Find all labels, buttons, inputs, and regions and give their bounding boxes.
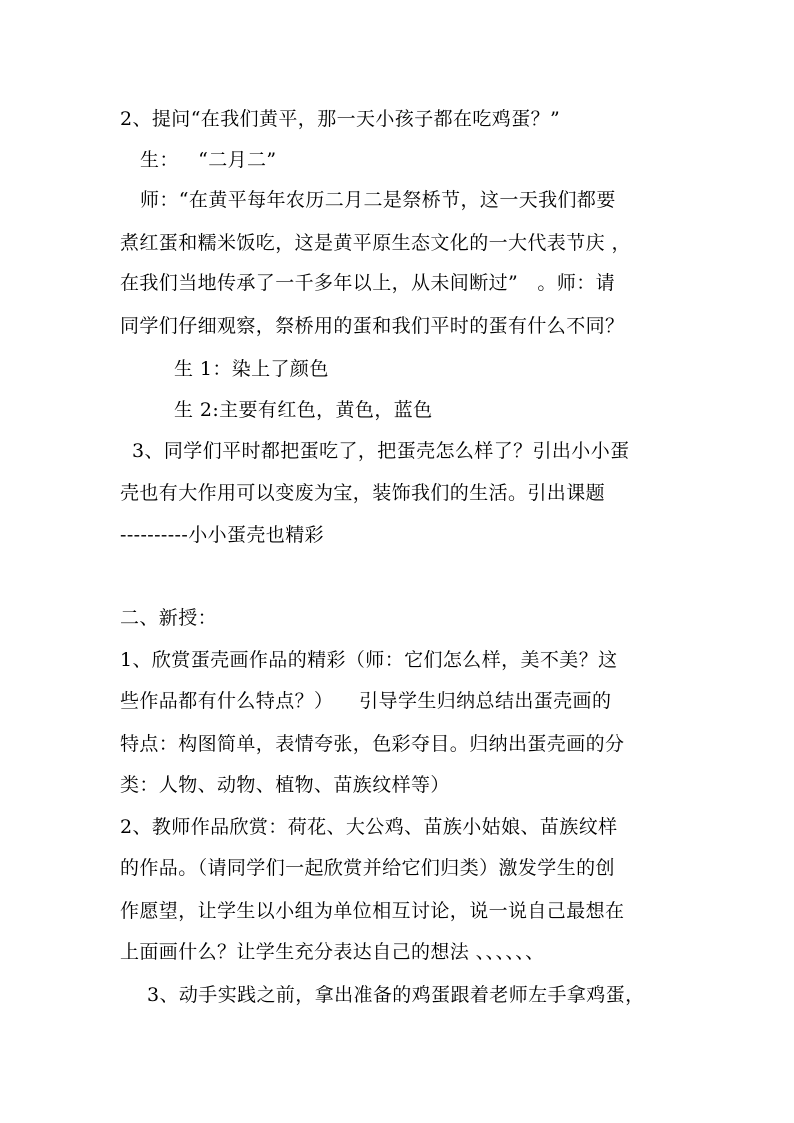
text-line: ----------小小蛋壳也精彩 — [120, 524, 324, 546]
text-line: 生 2:主要有红色，黄色，蓝色 — [174, 399, 433, 421]
text-line: 类：人物、动物、植物、苗族纹样等） — [120, 774, 450, 796]
text-line: 3、同学们平时都把蛋吃了，把蛋壳怎么样了？引出小小蛋 — [132, 440, 630, 462]
text-line: 些作品都有什么特点？） 引导学生归纳总结出蛋壳画的 — [120, 690, 612, 712]
text-line: 壳也有大作用可以变废为宝，装饰我们的生活。引出课题 — [120, 482, 606, 504]
text-line: 2、教师作品欣赏：荷花、大公鸡、苗族小姑娘、苗族纹样 — [120, 816, 618, 838]
section-heading: 二、新授： — [120, 607, 218, 629]
text-line: 作愿望，让学生以小组为单位相互讨论，说一说自己最想在 — [120, 900, 625, 922]
text-line: 上面画什么？让学生充分表达自己的想法 、、、、、、 — [120, 941, 545, 963]
text-line: 的作品。（请同学们一起欣赏并给它们归类）激发学生的创 — [120, 857, 615, 879]
text-line: 2、提问“在我们黄平，那一天小孩子都在吃鸡蛋？” — [120, 108, 561, 130]
text-line: 3、动手实践之前，拿出准备的鸡蛋跟着老师左手拿鸡蛋， — [147, 984, 645, 1006]
text-line: 1、欣赏蛋壳画作品的精彩（师：它们怎么样，美不美？这 — [120, 649, 618, 671]
text-line: 生 1：染上了颜色 — [174, 358, 329, 380]
text-line: 师：“在黄平每年农历二月二是祭桥节，这一天我们都要 — [140, 189, 616, 211]
text-line: 特点：构图简单，表情夸张，色彩夺目。归纳出蛋壳画的分 — [120, 733, 625, 755]
text-line: 生： “二月二” — [140, 149, 277, 171]
text-line: 同学们仔细观察，祭桥用的蛋和我们平时的蛋有什么不同？ — [120, 315, 625, 337]
text-line: 煮红蛋和糯米饭吃，这是黄平原生态文化的一大代表节庆 ， — [120, 232, 631, 254]
text-line: 在我们当地传承了一千多年以上，从未间断过” 。师：请 — [120, 272, 616, 294]
